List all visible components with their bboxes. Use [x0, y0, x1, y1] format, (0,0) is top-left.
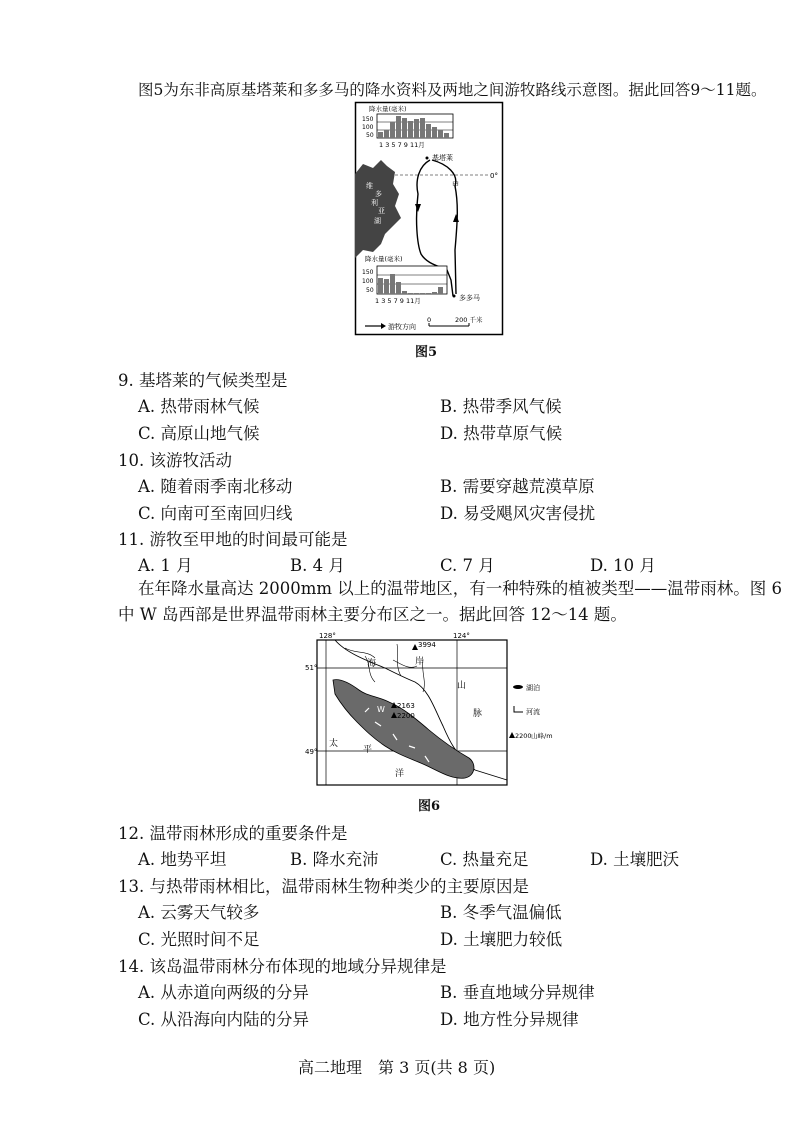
- q11-option-d: D. 10 月: [590, 556, 656, 575]
- figure-6-map: [305, 630, 553, 790]
- city-south-dot: [453, 295, 456, 298]
- figure-6: [305, 630, 553, 790]
- q14-option-a: A. 从赤道向两级的分异: [138, 983, 309, 1002]
- q12-option-a: A. 地势平坦: [138, 850, 227, 869]
- q13-option-d: D. 土壤肥力较低: [440, 930, 563, 949]
- peak-2163: 2163: [397, 702, 415, 710]
- svg-text:山: 山: [457, 681, 467, 691]
- q11-option-b: B. 4 月: [290, 556, 345, 575]
- rain-label-south: 降水量(毫米): [365, 255, 403, 263]
- intro-text-2-line-2: 中 W 岛西部是世界温带雨林主要分布区之一。据此回答 12～14 题。: [118, 605, 627, 624]
- svg-text:50: 50: [366, 132, 374, 139]
- q9-option-c: C. 高原山地气候: [138, 424, 260, 443]
- legend-river: 河流: [526, 708, 540, 716]
- q14-option-d: D. 地方性分异规律: [440, 1010, 579, 1029]
- svg-text:49°: 49°: [305, 748, 318, 756]
- svg-text:湖: 湖: [374, 217, 381, 225]
- svg-text:太: 太: [329, 739, 339, 749]
- city-south-label: 多多马: [459, 294, 480, 302]
- legend-route: 游牧方向: [388, 323, 416, 331]
- svg-text:亚: 亚: [378, 207, 385, 215]
- q13-option-a: A. 云雾天气较多: [138, 903, 260, 922]
- q11-option-c: C. 7 月: [440, 556, 495, 575]
- svg-text:岸: 岸: [415, 657, 425, 667]
- q12-option-c: C. 热量充足: [440, 850, 529, 869]
- svg-text:50: 50: [366, 287, 374, 294]
- question-10: 10. 该游牧活动: [118, 451, 232, 470]
- city-north-dot: [426, 157, 429, 160]
- svg-text:多: 多: [375, 190, 382, 198]
- svg-text:100: 100: [362, 278, 374, 285]
- svg-text:平: 平: [363, 745, 373, 755]
- q13-option-c: C. 光照时间不足: [138, 930, 260, 949]
- svg-text:0°: 0°: [490, 172, 498, 180]
- figure-5-map: [355, 102, 503, 335]
- figure-5-caption: 图5: [415, 345, 438, 360]
- q13-option-b: B. 冬季气温偏低: [440, 903, 562, 922]
- legend-lake: 湖泊: [526, 684, 540, 692]
- q14-option-c: C. 从沿海向内陆的分异: [138, 1010, 310, 1029]
- q9-option-b: B. 热带季风气候: [440, 397, 562, 416]
- figure-6-caption: 图6: [418, 799, 441, 814]
- svg-text:51°: 51°: [305, 664, 318, 672]
- rain-label-north: 降水量(毫米): [369, 105, 407, 113]
- question-11: 11. 游牧至甲地的时间最可能是: [118, 530, 348, 549]
- svg-text:维: 维: [366, 182, 373, 190]
- question-14: 14. 该岛温带雨林分布体现的地域分异规律是: [118, 957, 447, 976]
- svg-text:洋: 洋: [395, 769, 405, 779]
- page-footer: 高二地理 第 3 页(共 8 页): [298, 1058, 496, 1077]
- peak-2200: 2200: [397, 712, 415, 720]
- intro-text-2-line-1: 在年降水量高达 2000mm 以上的温带地区，有一种特殊的植被类型——温带雨林。图 6: [138, 579, 783, 598]
- q11-option-a: A. 1 月: [138, 556, 193, 575]
- question-13: 13. 与热带雨林相比，温带雨林生物种类少的主要原因是: [118, 877, 529, 896]
- question-9: 9. 基塔莱的气候类型是: [118, 371, 288, 390]
- island-w-label: W: [377, 705, 385, 714]
- q10-option-a: A. 随着雨季南北移动: [138, 477, 293, 496]
- q10-option-c: C. 向南可至南回归线: [138, 504, 293, 523]
- svg-text:2200: 2200: [515, 732, 532, 740]
- q14-option-b: B. 垂直地域分异规律: [440, 983, 595, 1002]
- svg-text:100: 100: [362, 124, 374, 131]
- svg-text:150: 150: [362, 269, 374, 276]
- svg-text:1 3 5 7 9 11月: 1 3 5 7 9 11月: [379, 141, 425, 149]
- point-jia-label: 甲: [452, 181, 459, 189]
- svg-text:0: 0: [427, 316, 432, 324]
- svg-text:128°: 128°: [319, 632, 336, 640]
- svg-text:1 3 5 7 9 11月: 1 3 5 7 9 11月: [375, 297, 421, 305]
- svg-text:脉: 脉: [473, 709, 483, 719]
- svg-text:200 千米: 200 千米: [455, 316, 483, 324]
- figure-5: [355, 102, 503, 335]
- city-north-label: 基塔莱: [432, 154, 453, 162]
- q10-option-b: B. 需要穿越荒漠草原: [440, 477, 595, 496]
- svg-text:150: 150: [362, 116, 374, 123]
- q9-option-a: A. 热带雨林气候: [138, 397, 260, 416]
- q10-option-d: D. 易受飓风灾害侵扰: [440, 504, 596, 523]
- question-12: 12. 温带雨林形成的重要条件是: [118, 824, 348, 843]
- peak-3994: 3994: [418, 641, 436, 649]
- q9-option-d: D. 热带草原气候: [440, 424, 563, 443]
- q12-option-d: D. 土壤肥沃: [590, 850, 680, 869]
- svg-text:124°: 124°: [453, 632, 470, 640]
- svg-text:利: 利: [371, 199, 378, 207]
- legend-peak: 山峰/m: [531, 732, 553, 740]
- intro-text-1: 图5为东非高原基塔莱和多多马的降水资料及两地之间游牧路线示意图。据此回答9～11题。: [138, 81, 767, 99]
- q12-option-b: B. 降水充沛: [290, 850, 379, 869]
- svg-text:海: 海: [367, 659, 377, 669]
